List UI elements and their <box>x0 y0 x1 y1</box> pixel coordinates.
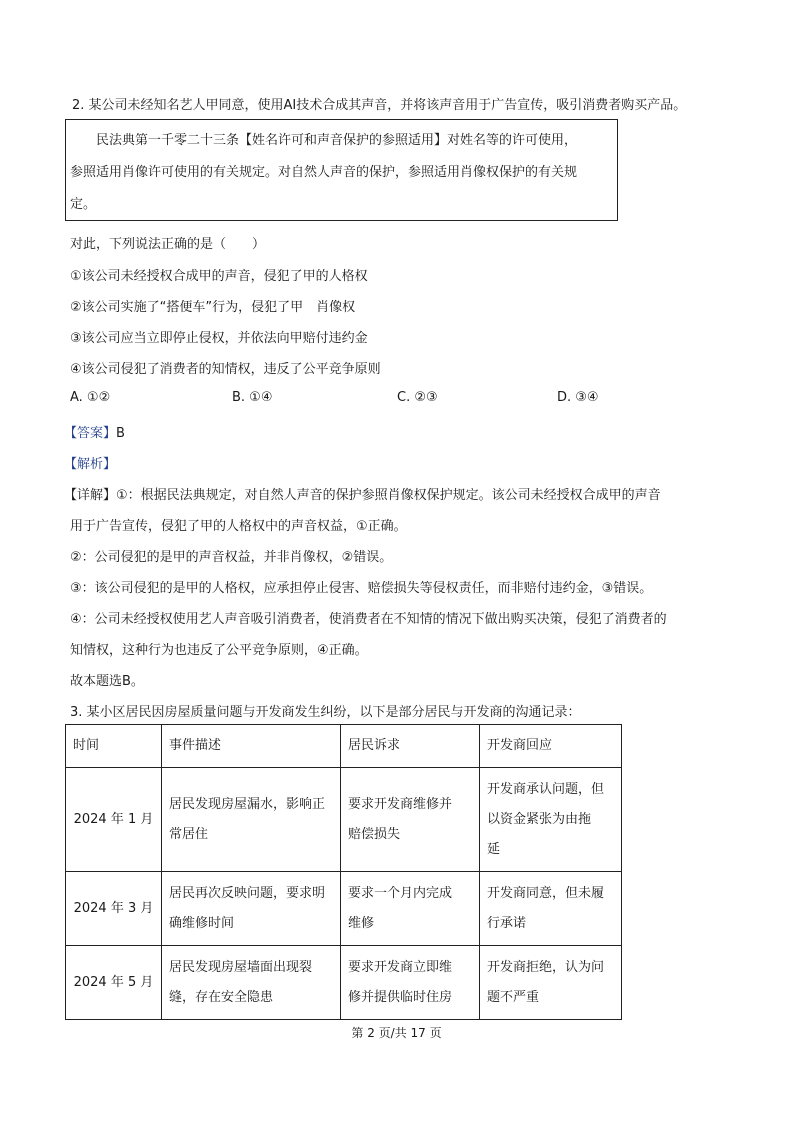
conclusion: 故本题选B。 <box>70 674 144 689</box>
detail-text: ①：根据民法典规定，对自然人声音的保护参照肖像权保护规定。该公司未经授权合成甲的声音 <box>116 488 661 503</box>
statement-4: ④该公司侵犯了消费者的知情权，违反了公平竞争原则 <box>70 362 381 377</box>
q3-stem: 3. 某小区居民因房屋质量问题与开发商发生纠纷，以下是部分居民与开发商的沟通记录： <box>70 705 581 720</box>
detail-tag: 【详解】 <box>64 488 117 503</box>
table-row <box>66 768 622 872</box>
header-cell: 时间 <box>66 725 162 768</box>
option-b: B. ①④ <box>232 390 273 405</box>
event-cell: 居民发现房屋墙面出现裂 缝，存在安全隐患 <box>162 946 341 1020</box>
demand-cell: 要求开发商维修并 赔偿损失 <box>341 768 480 872</box>
detail-line: ③：该公司侵犯的是甲的人格权，应承担停止侵害、赔偿损失等侵权责任，而非赔付违约金，③错误。 <box>70 581 653 596</box>
statement-1: ①该公司未经授权合成甲的声音，侵犯了甲的人格权 <box>70 269 368 284</box>
demand-cell: 要求一个月内完成 维修 <box>341 872 480 946</box>
event-cell: 居民发现房屋漏水，影响正 常居住 <box>162 768 341 872</box>
communication-record-table <box>65 724 622 1020</box>
answer-value: B <box>116 426 125 441</box>
q2-stem: 2. 某公司未经知名艺人甲同意，使用AI技术合成其声音，并将该声音用于广告宣传，吸引消费者购买产品。 <box>72 98 687 113</box>
time-cell: 2024 年 1 月 <box>66 768 162 872</box>
header-cell: 事件描述 <box>162 725 341 768</box>
time-cell: 2024 年 5 月 <box>66 946 162 1020</box>
time-cell: 2024 年 3 月 <box>66 872 162 946</box>
response-cell: 开发商同意，但未履 行承诺 <box>480 872 622 946</box>
demand-cell: 要求开发商立即维 修并提供临时住房 <box>341 946 480 1020</box>
header-cell: 居民诉求 <box>341 725 480 768</box>
detail-line <box>64 484 661 503</box>
option-a: A. ①② <box>70 390 111 405</box>
analysis-tag: 【解析】 <box>64 457 117 472</box>
q2-prompt: 对此，下列说法正确的是（ ） <box>70 237 266 252</box>
answer-line <box>64 422 125 441</box>
option-c: C. ②③ <box>397 390 438 405</box>
civil-code-quote-box <box>65 119 618 221</box>
quote-line: 定。 <box>70 197 97 212</box>
answer-tag: 【答案】 <box>64 426 117 441</box>
quote-line: 参照适用肖像许可使用的有关规定。对自然人声音的保护，参照适用肖像权保护的有关规 <box>70 165 578 180</box>
table-row <box>66 872 622 946</box>
option-d: D. ③④ <box>557 390 599 405</box>
event-cell: 居民再次反映问题，要求明 确维修时间 <box>162 872 341 946</box>
detail-line: ④：公司未经授权使用艺人声音吸引消费者，使消费者在不知情的情况下做出购买决策，侵犯了消费者的 <box>70 612 667 627</box>
statement-2: ②该公司实施了“搭便车”行为，侵犯了甲 肖像权 <box>70 300 356 315</box>
table-row <box>66 946 622 1020</box>
detail-line: 知情权，这种行为也违反了公平竞争原则，④正确。 <box>70 643 368 658</box>
response-cell: 开发商承认问题，但 以资金紧张为由拖 延 <box>480 768 622 872</box>
page-footer: 第 2 页/共 17 页 <box>351 1026 442 1040</box>
statement-3: ③该公司应当立即停止侵权，并依法向甲赔付违约金 <box>70 331 368 346</box>
response-cell: 开发商拒绝，认为问 题不严重 <box>480 946 622 1020</box>
header-cell: 开发商回应 <box>480 725 622 768</box>
quote-line: 民法典第一千零二十三条【姓名许可和声音保护的参照适用】对姓名等的许可使用， <box>70 133 578 148</box>
detail-line: ②：公司侵犯的是甲的声音权益，并非肖像权，②错误。 <box>70 550 393 565</box>
table-header-row <box>66 725 622 768</box>
detail-line: 用于广告宣传，侵犯了甲的人格权中的声音权益，①正确。 <box>70 519 407 534</box>
